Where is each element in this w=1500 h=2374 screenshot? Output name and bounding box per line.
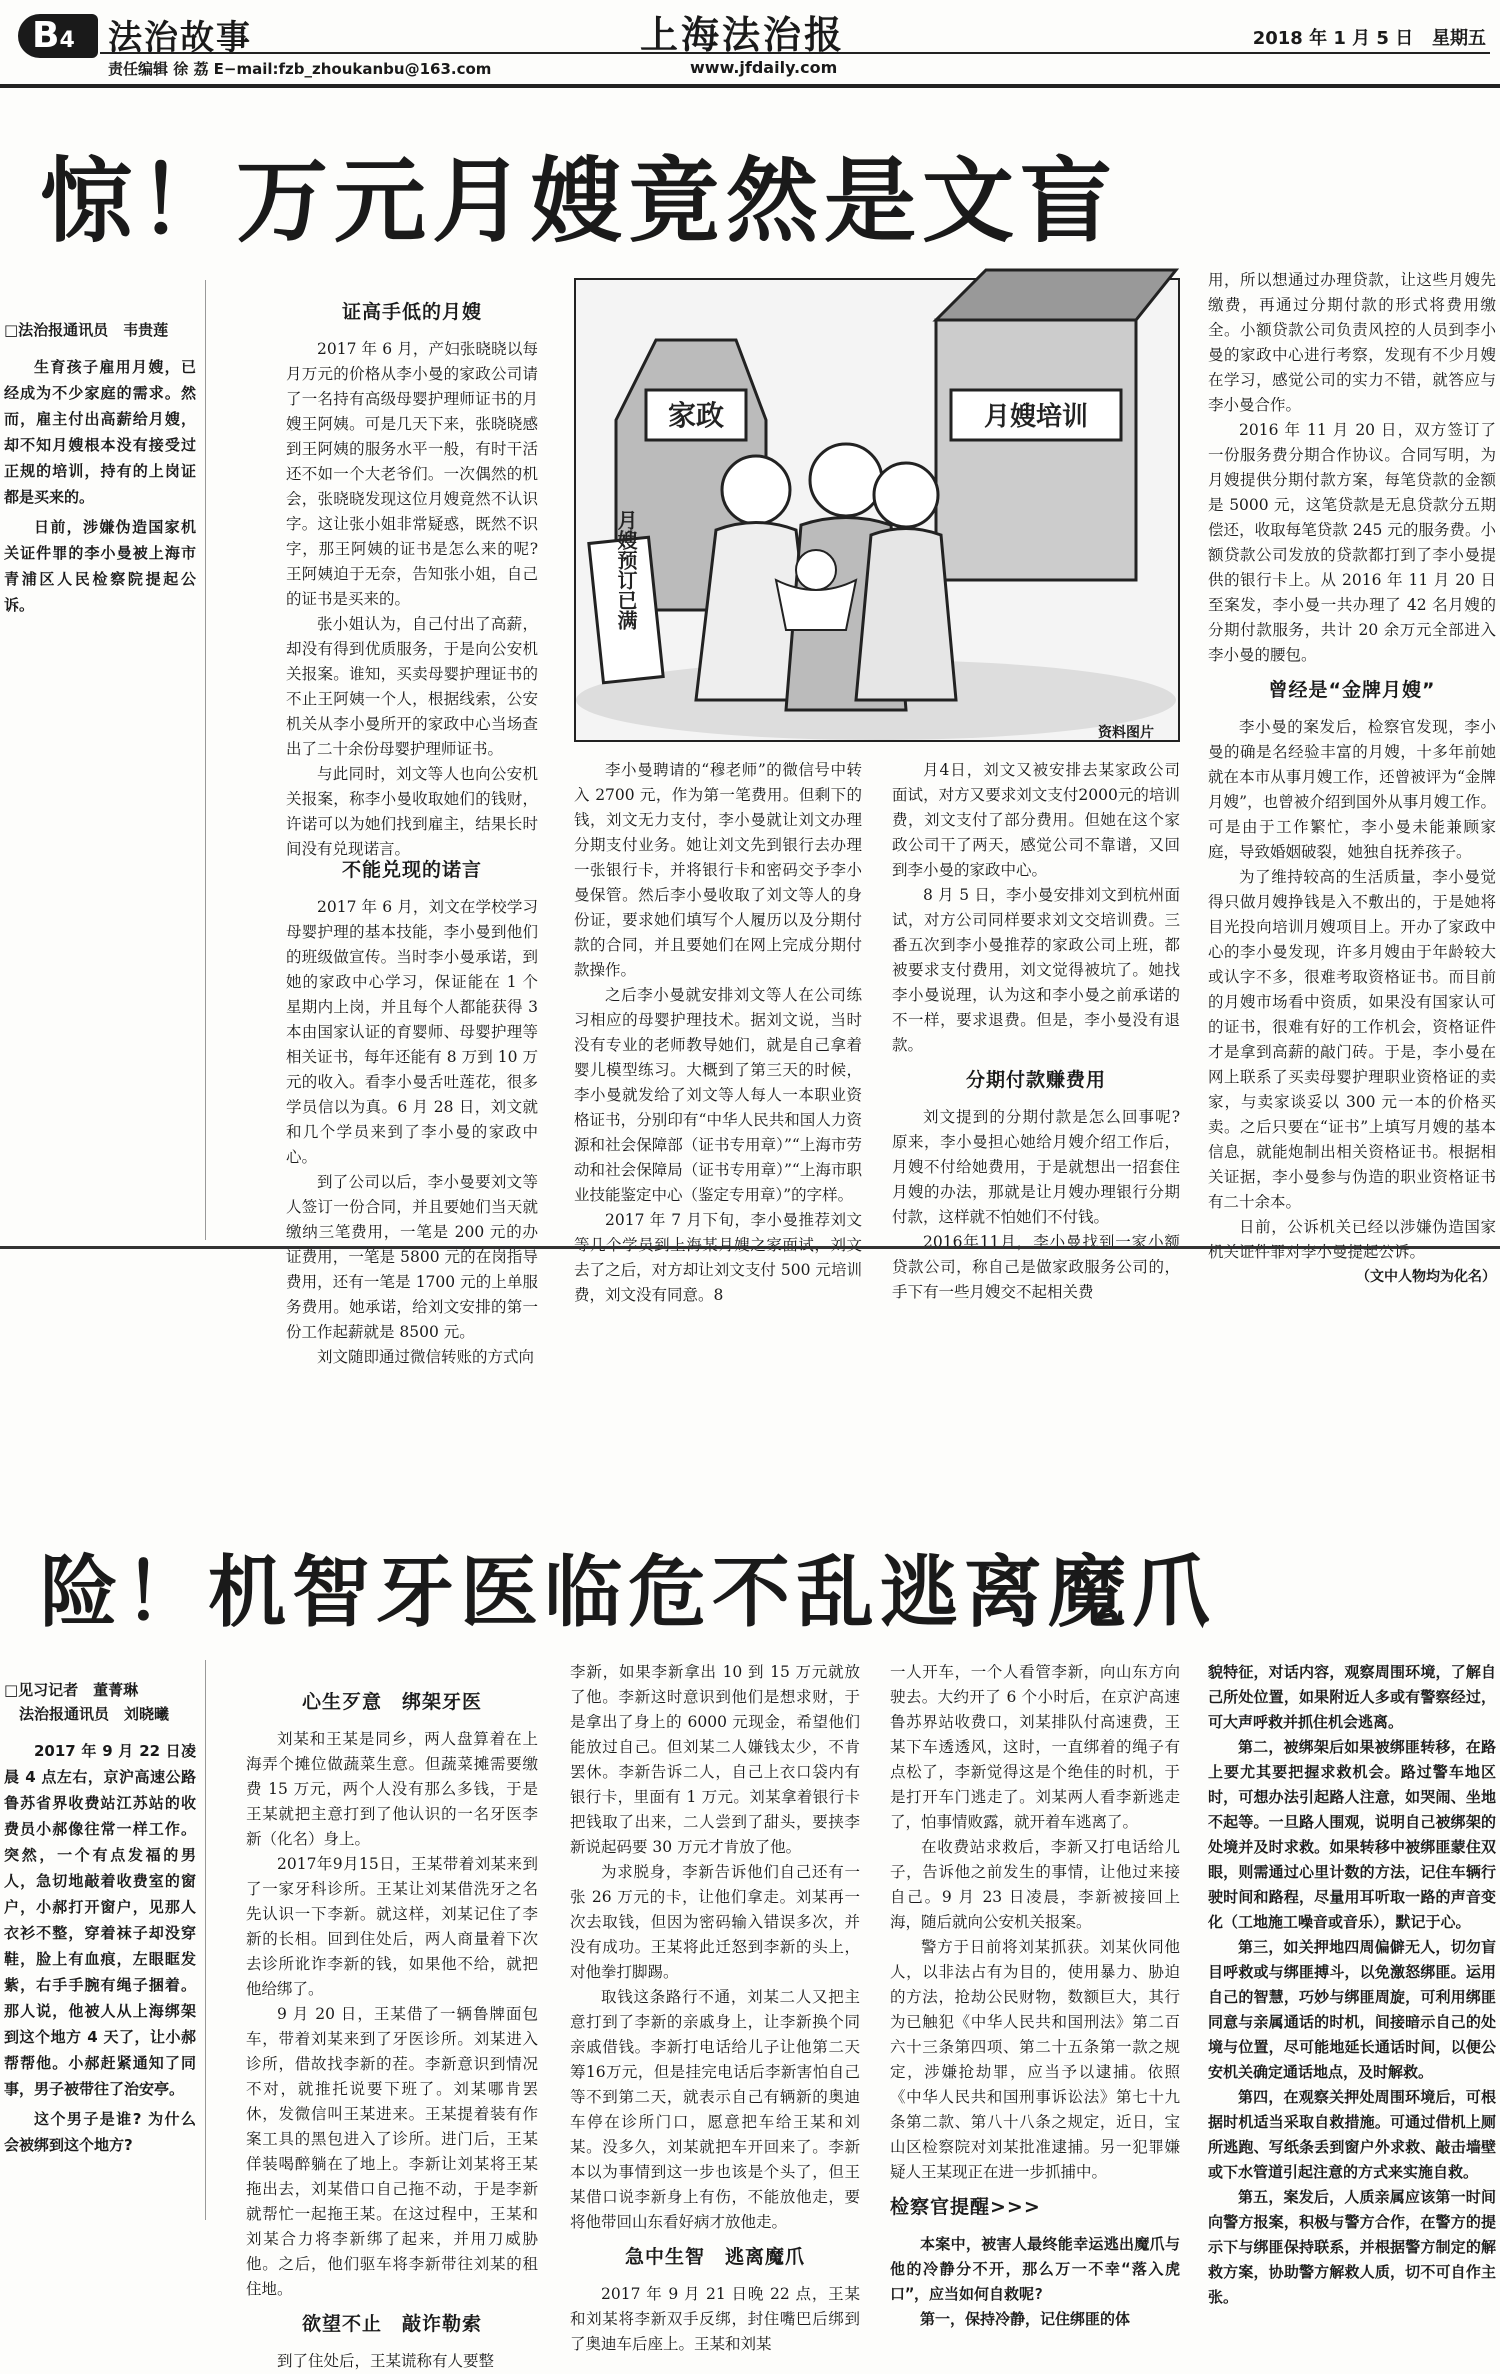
column-divider bbox=[205, 280, 206, 1240]
story1-lead-p2: 日前，涉嫌伪造国家机关证件罪的李小曼被上海市青浦区人民检察院提起公诉。 bbox=[4, 518, 196, 614]
story1-col2 bbox=[286, 848, 538, 1366]
illustration-drawing bbox=[576, 280, 1178, 740]
site-url: www.jfdaily.com bbox=[690, 58, 838, 77]
story1-sub1: 证高手低的月嫂 bbox=[341, 301, 482, 323]
paragraph: 到了公司以后，李小曼要刘文等人签订一份合同，并且要她们当天就缴纳三笔费用，一笔是 200 元的办证费用，一笔是 5800 元的在岗指导费用，还有一笔是 1700 元的上单服务费用。她承诺，给刘文安排的第一份工作起薪就是 8500 元。 bbox=[286, 1173, 538, 1341]
paragraph: 一人开车，一个人看管李新，向山东方向驶去。大约开了 6 个小时后，在京沪高速鲁苏界站收费口，刘某排队付高速费，王某下车透透风，这时，一直绑着的绳子有点松了，李新觉得这是个绝佳的时机，于是打开车门逃走了。刘某两人看李新逃走了，怕事情败露，就开着车逃离了。 bbox=[890, 1663, 1180, 1831]
story1-col4 bbox=[892, 758, 1180, 1301]
paragraph: 在收费站求救后，李新又打电话给儿子，告诉他之前发生的事情，让他过来接自己。9 月 23 日凌晨，李新被接回上海，随后就向公安机关报案。 bbox=[890, 1838, 1180, 1931]
story1-col3 bbox=[574, 758, 862, 1304]
paragraph: 2017 年 7 月下旬，李小曼推荐刘文等几个学员到上海某月嫂之家面试，刘文去了之后，对方却让刘文支付 500 元培训费，刘文没有同意。8 bbox=[574, 1211, 862, 1304]
story1-lead-p1: 生育孩子雇用月嫂，已经成为不少家庭的需求。然而，雇主付出高薪给月嫂，却不知月嫂根本没有接受过正规的培训，持有的上岗证都是买来的。 bbox=[4, 358, 196, 506]
paragraph: 刘文提到的分期付款是怎么回事呢? 原来，李小曼担心她给月嫂介绍工作后，月嫂不付给她费用，于是就想出一招套住月嫂的办法，那就是让月嫂办理银行分期付款，这样就不怕她们不付钱。 bbox=[892, 1108, 1180, 1226]
paragraph: 与此同时，刘文等人也向公安机关报案，称李小曼收取她们的钱财，许诺可以为她们找到雇主，结果长时间没有兑现诺言。 bbox=[286, 765, 538, 858]
story1-sub3: 分期付款赚费用 bbox=[965, 1069, 1106, 1091]
page-badge: B4 bbox=[18, 14, 98, 58]
story2-headline: 险！机智牙医临危不乱逃离魔爪 bbox=[40, 1548, 1217, 1638]
paragraph: 2016 年 11 月 20 日，双方签订了一份服务费分期合作协议。合同写明，为月嫂提供分期付款方案，每笔贷款的金额是 5000 元，这笔贷款是无息贷款分五期偿还，收取每笔贷款 245 元的服务费。小额贷款公司发放的贷款都打到了李小曼提供的银行卡上。从 2016 年 11 月 20 日至案发，李小曼一共办理了 42 名月嫂的分期付款服务，共计 20 余万元全部进入李小曼的腰包。 bbox=[1208, 421, 1496, 664]
art-label-yuyue: 月嫂预订已满 bbox=[614, 510, 638, 630]
paragraph: 月4日，刘文又被安排去某家政公司面试，对方又要求刘文支付2000元的培训费，刘文支付了部分费用。但她在这个家政公司干了两天，感觉公司不靠谱，又回到李小曼的家政中心。 bbox=[892, 761, 1180, 879]
paragraph: 2017年9月15日，王某带着刘某来到了一家牙科诊所。王某让刘某借洗牙之名先认识一下李新。就这样，刘某记住了李新的长相。回到住处后，两人商量着下次去诊所讹诈李新的钱，如果他不给，就把他给绑了。 bbox=[246, 1855, 538, 1998]
paragraph: 用，所以想通过办理贷款，让这些月嫂先缴费，再通过分期付款的形式将费用缴全。小额贷款公司负责风控的人员到李小曼的家政中心进行考察，发现有不少月嫂在学习，感觉公司的实力不错，就答应与李小曼合作。 bbox=[1208, 271, 1496, 414]
paragraph: 为了维持较高的生活质量，李小曼觉得只做月嫂挣钱是入不敷出的，于是她将目光投向培训月嫂项目上。开办了家政中心的李小曼发现，许多月嫂由于年龄较大或认字不多，很难考取资格证书。而目前的月嫂市场看中资质，如果没有国家认可的证书，很难有好的工作机会，资格证件才是拿到高薪的敲门砖。于是，李小曼在网上联系了买卖母婴护理职业资格证的卖家，与卖家谈妥以 300 元一本的价格买卖。之后只要在“证书”上填写月嫂的基本信息，就能炮制出相关资格证书。根据相关证据，李小曼参与伪造的职业资格证书有二十余本。 bbox=[1208, 868, 1496, 1211]
story2-sub1: 心生歹意 绑架牙医 bbox=[301, 1691, 482, 1713]
paragraph: 第五，案发后，人质亲属应该第一时间向警方报案，积极与警方合作，在警方的提示下与绑匪保持联系，并根据警方制定的解救方案，协助警方解救人质，切不可自作主张。 bbox=[1208, 2188, 1496, 2306]
paragraph: 貌特征，对话内容，观察周围环境，了解自己所处位置，如果附近人多或有警察经过，可大声呼救并抓住机会逃离。 bbox=[1208, 1663, 1496, 1731]
story1-headline: 惊！万元月嫂竟然是文盲 bbox=[40, 148, 1119, 255]
story2-col2 bbox=[570, 1660, 860, 2353]
paragraph: 第二，被绑架后如果被绑匪转移，在路上要尤其要把握求救机会。路过警车地区时，可想办法引起路人注意，如哭闹、坐地不起等。一旦路人围观，说明自己被绑架的处境并及时求救。如果转移中被绑匪蒙住双眼，则需通过心里计数的方法，记住车辆行驶时间和路程，尽量用耳听取一路的声音变化（工地施工噪音或音乐），默记于心。 bbox=[1208, 1738, 1496, 1931]
paragraph: 李小曼聘请的“穆老师”的微信号中转入 2700 元，作为第一笔费用。但剩下的钱，刘文无力支付，李小曼就让刘文办理分期支付业务。她让刘文先到银行去办理一张银行卡，并将银行卡和密码交予李小曼保管。然后李小曼收取了刘文等人的身份证，要求她们填写个人履历以及分期付款的合同，并且要她们在网上完成分期付款操作。 bbox=[574, 761, 862, 979]
paragraph: 第四，在观察关押处周围环境后，可根据时机适当采取自救措施。可通过借机上厕所逃跑、写纸条丢到窗户外求救、敲击墙壁或下水管道引起注意的方式来实施自救。 bbox=[1208, 2088, 1496, 2181]
paragraph: 2016年11月，李小曼找到一家小额贷款公司，称自己是做家政服务公司的，手下有一些月嫂交不起相关费 bbox=[892, 1233, 1180, 1301]
masthead: 上海法治报 bbox=[640, 12, 846, 57]
art-label-peixun: 月嫂培训 bbox=[983, 402, 1089, 432]
issue-date: 2018 年 1 月 5 日 星期五 bbox=[1252, 28, 1486, 49]
paragraph: 张小姐认为，自己付出了高薪，却没有得到优质服务，于是向公安机关报案。谁知，买卖母婴护理证书的不止王阿姨一个人，根据线索，公安机关从李小曼所开的家政中心当场查出了二十余份母婴护理师证书。 bbox=[286, 615, 538, 758]
paragraph: 本案中，被害人最终能幸运逃出魔爪与他的冷静分不开，那么万一不幸“落入虎口”，应当如何自救呢? bbox=[890, 2235, 1180, 2303]
art-label-jiazheng: 家政 bbox=[667, 399, 725, 432]
paragraph: 为求脱身，李新告诉他们自己还有一张 26 万元的卡，让他们拿走。刘某再一次去取钱，但因为密码输入错误多次，并没有成功。王某将此迁怒到李新的头上，对他拳打脚踢。 bbox=[570, 1863, 860, 1981]
paragraph: 9 月 20 日，王某借了一辆鲁牌面包车，带着刘某来到了牙医诊所。刘某进入诊所，借故找李新的茬。李新意识到情况不对，就推托说要下班了。刘某哪肯罢休，发微信叫王某进来。王某提着装有作案工具的黑包进入了诊所。进门后，王某佯装喝醉躺在了地上。李新让刘某将王某拖出去，刘某借口自己拖不动，于是李新就帮忙一起拖王某。在这过程中，王某和刘某合力将李新绑了起来，并用刀威胁他。之后，他们驱车将李新带往刘某的租住地。 bbox=[246, 2005, 538, 2298]
paragraph: 2017 年 9 月 21 日晚 22 点，王某和刘某将李新双手反绑，封住嘴巴后绑到了奥迪车后座上。王某和刘某 bbox=[570, 2285, 860, 2353]
section-title: 法治故事 bbox=[108, 18, 252, 58]
story1-illustration bbox=[574, 278, 1180, 742]
header-rule-thick bbox=[0, 84, 1500, 88]
paragraph: 李小曼的案发后，检察官发现，李小曼的确是名经验丰富的月嫂，十多年前她就在本市从事月嫂工作，还曾被评为“金牌月嫂”，也曾被介绍到国外从事月嫂工作。可是由于工作繁忙，李小曼未能兼顾家庭，导致婚姻破裂，她独自抚养孩子。 bbox=[1208, 718, 1496, 861]
paragraph: 取钱这条路行不通，刘某二人又把主意打到了李新的亲戚身上，让李新换个同亲戚借钱。李新打电话给儿子让他第二天筹16万元，但是挂完电话后李新害怕自己等不到第二天，就表示自己有辆新的奥迪车停在诊所门口，愿意把车给王某和刘某。没多久，刘某就把车开回来了。李新本以为事情到这一步也该是个头了，但王某借口说李新身上有伤，不能放他走，要将他带回山东看好病才放他走。 bbox=[570, 1988, 860, 2231]
paragraph: 到了住处后，王某谎称有人要整 bbox=[277, 2352, 495, 2370]
column-divider bbox=[205, 1660, 206, 2220]
story2-byline2: 法治报通讯员 刘晓曦 bbox=[19, 1705, 170, 1723]
story2-col1 bbox=[246, 1680, 538, 2370]
story1-note: （文中人物均为化名） bbox=[1356, 1269, 1496, 1285]
story2-lead-p2: 这个男子是谁? 为什么会被绑到这个地方? bbox=[4, 2110, 196, 2154]
paragraph: 日前，公诉机关已经以涉嫌伪造国家机关证件罪对李小曼提起公诉。 bbox=[1208, 1218, 1496, 1261]
editor-line: 责任编辑 徐 荔 E−mail:fzb_zhoukanbu@163.com bbox=[108, 60, 492, 78]
paragraph: 第一，保持冷静，记住绑匪的体 bbox=[920, 2310, 1131, 2328]
paragraph: 刘某和王某是同乡，两人盘算着在上海弄个摊位做蔬菜生意。但蔬菜摊需要缴费 15 万元，两个人没有那么多钱，于是王某就把主意打到了他认识的一名牙医李新（化名）身上。 bbox=[246, 1730, 538, 1848]
story1-lead-column bbox=[4, 318, 196, 698]
paragraph: 李新，如果李新拿出 10 到 15 万元就放了他。李新这时意识到他们是想求财，于是拿出了身上的 6000 元现金，希望他们能放过自己。但刘某二人嫌钱太少，不肯罢休。李新告诉二人，自己上衣口袋内有银行卡，里面有 1 万元。刘某拿着银行卡把钱取了出来，二人尝到了甜头，要挟李新说起码要 30 万元才肯放了他。 bbox=[570, 1663, 860, 1856]
story2-lead-p1: 2017 年 9 月 22 日凌晨 4 点左右，京沪高速公路鲁苏省界收费站江苏站的收费员小郝像往常一样工作。突然，一个有点发福的男人，急切地敲着收费室的窗户，小郝打开窗户，见那人衣衫不整，穿着袜子却没穿鞋，脸上有血痕，左眼眶发紫，右手手腕有绳子捆着。那人说，他被人从上海绑架到这个地方 4 天了，让小郝帮帮他。小郝赶紧通知了同事，男子被带往了治安亭。 bbox=[4, 1742, 196, 2098]
story2-sub4: 检察官提醒>>> bbox=[890, 2196, 1041, 2218]
story2-sub3: 急中生智 逃离魔爪 bbox=[624, 2246, 805, 2268]
story2-col4 bbox=[1208, 1660, 1496, 2306]
story1-sub2: 不能兑现的诺言 bbox=[341, 859, 482, 881]
story1-col1 bbox=[286, 290, 538, 858]
paragraph: 8 月 5 日，李小曼安排刘文到杭州面试，对方公司同样要求刘文交培训费。三番五次到李小曼推荐的家政公司上班，都被要求支付费用，刘文觉得被坑了。她找李小曼说理，认为这和李小曼之前承诺的不一样，要求退费。但是，李小曼没有退款。 bbox=[892, 886, 1180, 1054]
story1-byline: □法治报通讯员 韦贵莲 bbox=[4, 321, 169, 339]
paragraph: 刘文随即通过微信转账的方式向 bbox=[317, 1348, 535, 1366]
paragraph: 警方于日前将刘某抓获。刘某伙同他人，以非法占有为目的，使用暴力、胁迫的方法，抢劫公民财物，数额巨大，其行为已触犯《中华人民共和国刑法》第二百六十三条第四项、第二十五条第一款之规定，涉嫌抢劫罪，应当予以逮捕。依照《中华人民共和国刑事诉讼法》第七十九条第二款、第八十八条之规定，近日，宝山区检察院对刘某批准逮捕。另一犯罪嫌疑人王某现正在进一步抓捕中。 bbox=[890, 1938, 1180, 2181]
paragraph: 2017 年 6 月，刘文在学校学习母婴护理的基本技能，李小曼到他们的班级做宣传。当时李小曼承诺，到她的家政中心学习，保证能在 1 个星期内上岗，并且每个人都能获得 3 本由国家认证的育婴师、母婴护理等相关证书，每年还能有 8 万到 10 万元的收入。看李小曼舌吐莲花，很多学员信以为真。6 月 28 日，刘文就和几个学员来到了李小曼的家政中心。 bbox=[286, 898, 538, 1166]
story1-sub4: 曾经是“金牌月嫂” bbox=[1268, 679, 1436, 701]
paragraph: 第三，如关押地四周偏僻无人，切勿盲目呼救或与绑匪搏斗，以免激怒绑匪。运用自己的智慧，巧妙与绑匪周旋，可利用绑匪同意与亲属通话的时机，间接暗示自己的处境与位置，尽可能地延长通话时间，以便公安机关确定通话地点，及时解救。 bbox=[1208, 1938, 1496, 2081]
page-header bbox=[0, 0, 1500, 88]
story2-sub2: 欲望不止 敲诈勒索 bbox=[301, 2313, 482, 2335]
image-caption: 资料图片 bbox=[1098, 725, 1154, 741]
story1-col5 bbox=[1208, 268, 1496, 1285]
story-divider bbox=[0, 1246, 1500, 1249]
story2-byline1: □见习记者 董菁琳 bbox=[4, 1681, 139, 1699]
paragraph: 之后李小曼就安排刘文等人在公司练习相应的母婴护理技术。据刘文说，当时没有专业的老师教导她们，就是自己拿着婴儿模型练习。大概到了第三天的时候，李小曼就发给了刘文等人每人一本职业资格证书，分别印有“中华人民共和国人力资源和社会保障部（证书专用章）”“上海市劳动和社会保障局（证书专用章）”“上海市职业技能鉴定中心（鉴定专用章）”的字样。 bbox=[574, 986, 862, 1204]
story2-col3 bbox=[890, 1660, 1180, 2328]
story2-lead-column bbox=[4, 1678, 196, 2218]
paragraph: 2017 年 6 月，产妇张晓晓以每月万元的价格从李小曼的家政公司请了一名持有高级母婴护理师证书的月嫂王阿姨。可是几天下来，张晓晓感到王阿姨的服务水平一般，有时干活还不如一个大老爷们。一次偶然的机会，张晓晓发现这位月嫂竟然不认识字。这让张小姐非常疑惑，既然不识字，那王阿姨的证书是怎么来的呢?王阿姨迫于无奈，告知张小姐，自己的证书是买来的。 bbox=[286, 340, 538, 608]
header-rule bbox=[100, 52, 1490, 54]
